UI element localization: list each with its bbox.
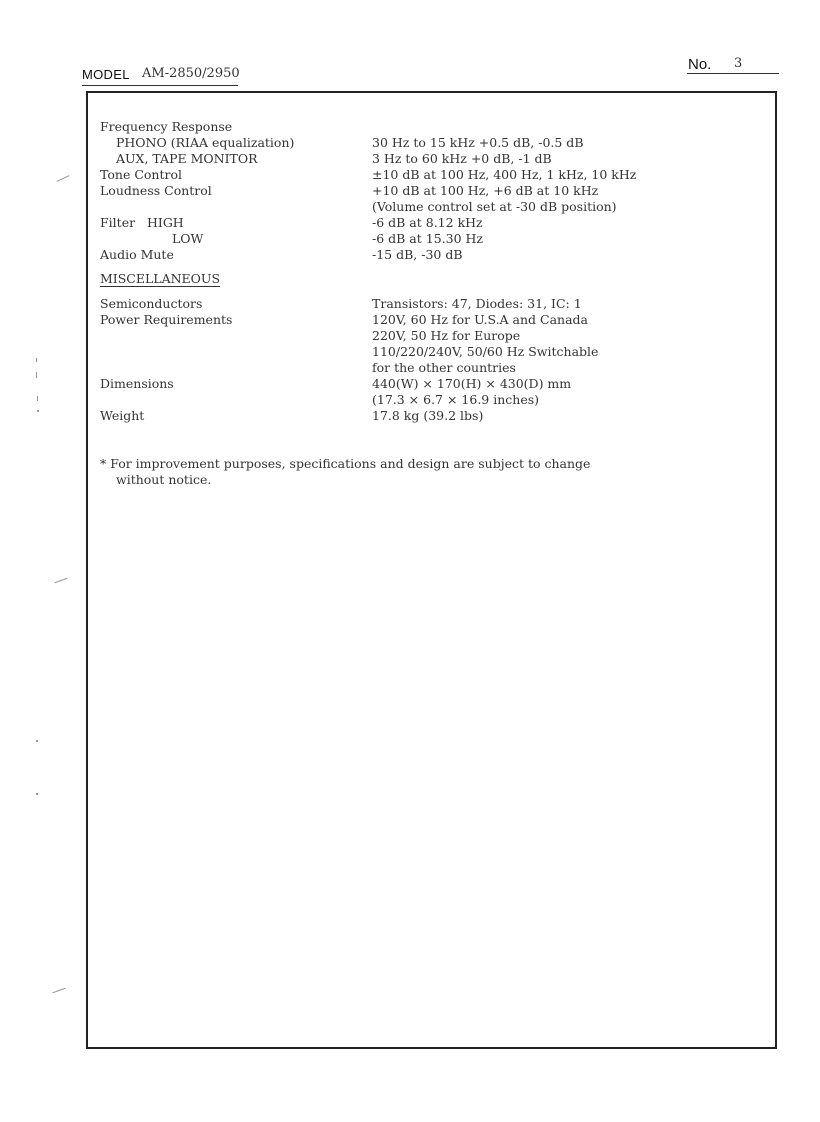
spec-label-audio-mute: Audio Mute: [100, 247, 174, 262]
spec-value-dimensions-1: 440(W) × 170(H) × 430(D) mm: [372, 376, 572, 391]
section-heading-miscellaneous: MISCELLANEOUS: [100, 271, 221, 286]
scan-mark: [52, 988, 65, 994]
scan-mark: [37, 410, 39, 412]
spec-value-loudness-note: (Volume control set at -30 dB position): [372, 199, 617, 214]
model-value: AM-2850/2950: [142, 66, 240, 81]
spec-value-power-4: for the other countries: [372, 360, 516, 375]
spec-value-dimensions-2: (17.3 × 6.7 × 16.9 inches): [372, 392, 540, 407]
spec-label-phono: PHONO (RIAA equalization): [116, 135, 295, 150]
scan-mark: [37, 396, 38, 401]
spec-value-phono: 30 Hz to 15 kHz +0.5 dB, -0.5 dB: [372, 135, 584, 150]
footnote-line-2: without notice.: [116, 472, 212, 487]
scan-mark: [36, 372, 37, 378]
spec-label-dimensions: Dimensions: [100, 376, 174, 391]
spec-value-semiconductors: Transistors: 47, Diodes: 31, IC: 1: [372, 296, 582, 311]
spec-label-power: Power Requirements: [100, 312, 233, 327]
footnote-line-1: * For improvement purposes, specifications and design are subject to change: [100, 456, 591, 471]
spec-value-loudness: +10 dB at 100 Hz, +6 dB at 10 kHz: [372, 183, 599, 198]
spec-label-loudness-control: Loudness Control: [100, 183, 212, 198]
scan-mark: [36, 740, 38, 742]
spec-value-weight: 17.8 kg (39.2 lbs): [372, 408, 484, 423]
spec-label-filter-high: Filter HIGH: [100, 215, 184, 230]
spec-value-filter-high: -6 dB at 8.12 kHz: [372, 215, 483, 230]
page-number-label: No.: [688, 56, 712, 73]
scan-mark: [56, 175, 69, 182]
spec-label-frequency-response: Frequency Response: [100, 119, 233, 134]
spec-label-aux: AUX, TAPE MONITOR: [116, 151, 258, 166]
scan-mark: [36, 793, 38, 795]
scan-mark: [54, 578, 67, 584]
scan-mark: [36, 358, 37, 362]
model-underline: [82, 85, 238, 86]
spec-label-filter-low: LOW: [172, 231, 204, 246]
spec-value-tone: ±10 dB at 100 Hz, 400 Hz, 1 kHz, 10 kHz: [372, 167, 637, 182]
spec-label-tone-control: Tone Control: [100, 167, 182, 182]
page-number-value: 3: [734, 56, 743, 71]
spec-value-aux: 3 Hz to 60 kHz +0 dB, -1 dB: [372, 151, 552, 166]
model-label: MODEL: [82, 67, 130, 82]
spec-value-power-3: 110/220/240V, 50/60 Hz Switchable: [372, 344, 599, 359]
page-number-underline: [687, 73, 779, 74]
spec-label-weight: Weight: [100, 408, 145, 423]
spec-label-semiconductors: Semiconductors: [100, 296, 203, 311]
spec-value-power-2: 220V, 50 Hz for Europe: [372, 328, 521, 343]
spec-value-power-1: 120V, 60 Hz for U.S.A and Canada: [372, 312, 588, 327]
spec-value-audio-mute: -15 dB, -30 dB: [372, 247, 463, 262]
spec-value-filter-low: -6 dB at 15.30 Hz: [372, 231, 484, 246]
